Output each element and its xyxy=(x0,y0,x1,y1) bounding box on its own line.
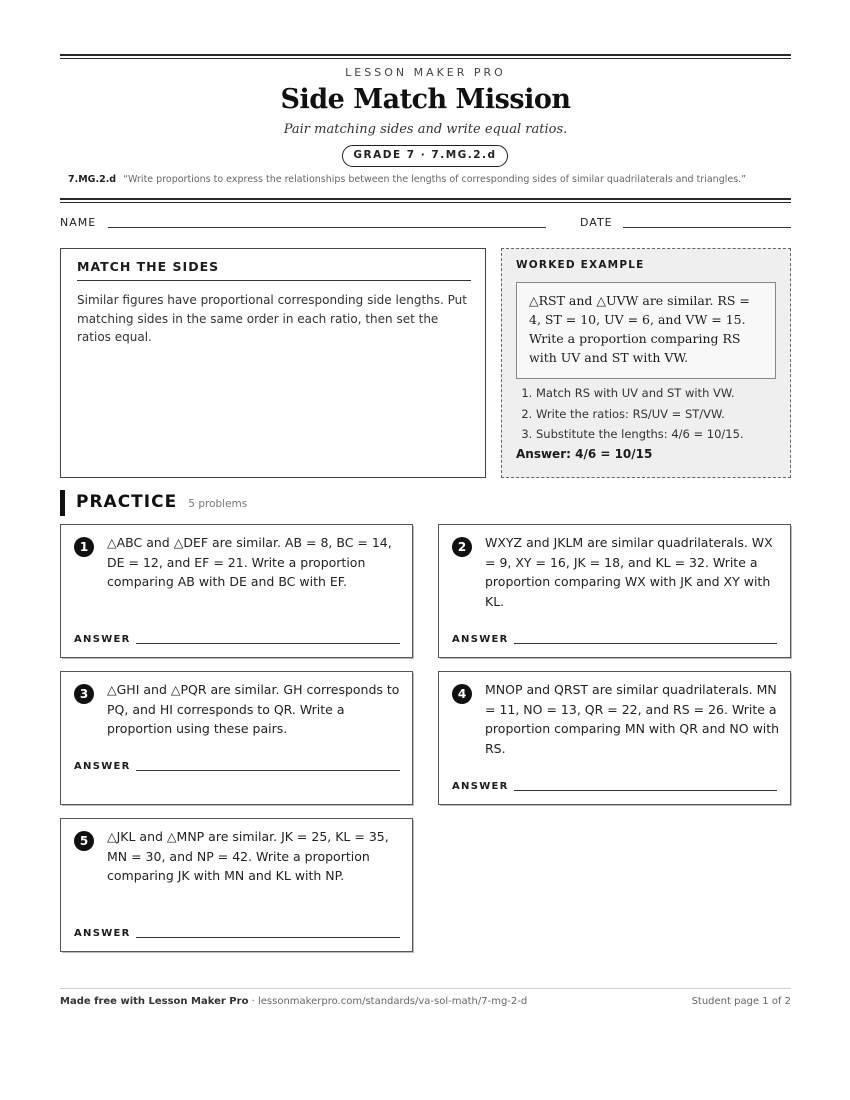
worksheet-title: Side Match Mission xyxy=(280,84,571,115)
problem-text: MNOP and QRST are similar quadrilaterals. MN = 11, NO = 13, QR = 22, and RS = 26. Write a proportion comparing MN with QR and NO with RS. xyxy=(485,682,780,756)
answer-label: ANSWER xyxy=(74,928,131,939)
answer-field-1[interactable] xyxy=(136,643,400,644)
match-the-sides-box xyxy=(60,248,486,478)
header-bottom-rule xyxy=(60,198,791,203)
problem-text: WXYZ and JKLM are similar quadrilaterals. WX = 9, XY = 16, JK = 18, and KL = 32. Write a proportion comparing WX with JK and XY with KL. xyxy=(485,535,773,609)
answer-field-4[interactable] xyxy=(514,790,777,791)
answer-label: ANSWER xyxy=(74,761,131,772)
standard-code: 7.MG.2.d xyxy=(68,174,117,185)
problem-number-badge: 5 xyxy=(74,831,94,851)
answer-label: ANSWER xyxy=(452,634,509,645)
top-double-rule xyxy=(60,54,791,59)
answer-field-5[interactable] xyxy=(136,937,400,938)
example-step: 2. Write the ratios: RS/UV = ST/VW. xyxy=(536,404,796,425)
problem-number-badge: 3 xyxy=(74,684,94,704)
problem-card-5 xyxy=(60,818,413,952)
problem-card-2 xyxy=(438,524,791,658)
match-body: Similar figures have proportional corresponding side lengths. Put matching sides in the same order in each ratio, then set the ratios equal. xyxy=(77,293,467,344)
problem-card-4 xyxy=(438,671,791,805)
problem-card-3 xyxy=(60,671,413,805)
practice-count: 5 problems xyxy=(188,498,248,510)
footer-page-number: Student page 1 of 2 xyxy=(691,996,791,1007)
answer-field-2[interactable] xyxy=(514,643,777,644)
example-answer: Answer: 4/6 = 10/15 xyxy=(516,447,653,461)
problem-text: △GHI and △PQR are similar. GH corresponds to PQ, and HI corresponds to QR. Write a proportion using these pairs. xyxy=(107,682,400,736)
grade-badge: GRADE 7 · 7.MG.2.d xyxy=(342,145,508,167)
problem-number-badge: 1 xyxy=(74,537,94,557)
example-problem: △RST and △UVW are similar. RS = 4, ST = 10, UV = 6, and VW = 15. Write a proportion comparing RS with UV and ST with VW. xyxy=(516,282,776,379)
example-heading: WORKED EXAMPLE xyxy=(516,259,645,271)
problem-text: △ABC and △DEF are similar. AB = 8, BC = 14, DE = 12, and EF = 21. Write a proportion comparing AB with DE and BC with EF. xyxy=(107,535,392,589)
answer-label: ANSWER xyxy=(452,781,509,792)
standard-text: “Write proportions to express the relationships between the lengths of corresponding sides of similar quadrilaterals and triangles.” xyxy=(123,174,747,185)
problem-card-1 xyxy=(60,524,413,658)
footer-url[interactable]: · lessonmakerpro.com/standards/va-sol-math/7-mg-2-d xyxy=(251,996,528,1007)
name-date-row xyxy=(60,216,791,232)
footer xyxy=(60,996,791,1007)
date-field[interactable] xyxy=(623,227,791,228)
date-label: DATE xyxy=(580,216,613,229)
example-steps xyxy=(516,383,796,445)
name-label: NAME xyxy=(60,216,97,229)
practice-header xyxy=(60,490,247,516)
answer-field-3[interactable] xyxy=(136,770,400,771)
footer-divider xyxy=(60,988,791,989)
worksheet-subtitle: Pair matching sides and write equal ratios. xyxy=(283,122,568,137)
problem-number-badge: 2 xyxy=(452,537,472,557)
brand-name: LESSON MAKER PRO xyxy=(345,66,506,79)
problem-text: △JKL and △MNP are similar. JK = 25, KL = 35, MN = 30, and NP = 42. Write a proportion comparing JK with MN and KL with NP. xyxy=(107,829,389,883)
answer-label: ANSWER xyxy=(74,634,131,645)
standard-line xyxy=(68,174,793,185)
worked-example-box xyxy=(501,248,791,478)
practice-heading: PRACTICE xyxy=(76,492,178,512)
problem-number-badge: 4 xyxy=(452,684,472,704)
name-field[interactable] xyxy=(108,227,546,228)
example-step: 1. Match RS with UV and ST with VW. xyxy=(536,383,796,404)
example-step: 3. Substitute the lengths: 4/6 = 10/15. xyxy=(536,424,796,445)
footer-made-with: Made free with Lesson Maker Pro xyxy=(60,996,249,1007)
match-heading: MATCH THE SIDES xyxy=(77,259,471,281)
